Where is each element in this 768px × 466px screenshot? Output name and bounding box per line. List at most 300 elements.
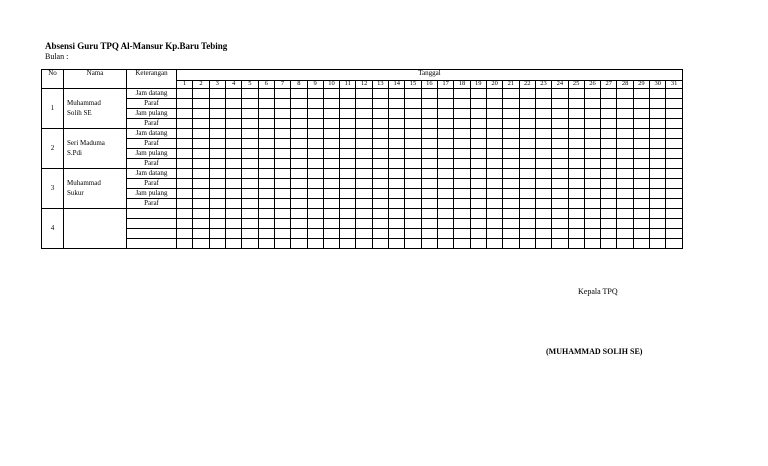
attendance-cell[interactable] xyxy=(552,89,568,99)
attendance-cell[interactable] xyxy=(535,169,551,179)
attendance-cell[interactable] xyxy=(503,179,519,189)
attendance-cell[interactable] xyxy=(372,159,388,169)
attendance-cell[interactable] xyxy=(209,169,225,179)
attendance-cell[interactable] xyxy=(568,99,584,109)
attendance-cell[interactable] xyxy=(405,219,421,229)
attendance-cell[interactable] xyxy=(405,229,421,239)
attendance-cell[interactable] xyxy=(584,99,600,109)
attendance-cell[interactable] xyxy=(601,129,617,139)
attendance-cell[interactable] xyxy=(291,139,307,149)
attendance-cell[interactable] xyxy=(242,199,258,209)
attendance-cell[interactable] xyxy=(421,199,437,209)
attendance-cell[interactable] xyxy=(454,179,470,189)
attendance-cell[interactable] xyxy=(601,219,617,229)
attendance-cell[interactable] xyxy=(617,189,633,199)
attendance-cell[interactable] xyxy=(486,149,502,159)
attendance-cell[interactable] xyxy=(568,169,584,179)
attendance-cell[interactable] xyxy=(177,169,193,179)
attendance-cell[interactable] xyxy=(258,209,274,219)
attendance-cell[interactable] xyxy=(193,139,209,149)
attendance-cell[interactable] xyxy=(177,99,193,109)
attendance-cell[interactable] xyxy=(438,159,454,169)
attendance-cell[interactable] xyxy=(274,239,290,249)
attendance-cell[interactable] xyxy=(389,239,405,249)
attendance-cell[interactable] xyxy=(258,109,274,119)
attendance-cell[interactable] xyxy=(389,229,405,239)
attendance-cell[interactable] xyxy=(552,209,568,219)
attendance-cell[interactable] xyxy=(568,199,584,209)
attendance-cell[interactable] xyxy=(438,219,454,229)
attendance-cell[interactable] xyxy=(242,169,258,179)
attendance-cell[interactable] xyxy=(225,219,241,229)
attendance-cell[interactable] xyxy=(503,199,519,209)
attendance-cell[interactable] xyxy=(552,239,568,249)
attendance-cell[interactable] xyxy=(193,169,209,179)
attendance-cell[interactable] xyxy=(177,179,193,189)
attendance-cell[interactable] xyxy=(650,109,666,119)
attendance-cell[interactable] xyxy=(568,89,584,99)
attendance-cell[interactable] xyxy=(209,219,225,229)
attendance-cell[interactable] xyxy=(552,229,568,239)
attendance-cell[interactable] xyxy=(617,199,633,209)
attendance-cell[interactable] xyxy=(177,159,193,169)
attendance-cell[interactable] xyxy=(454,229,470,239)
attendance-cell[interactable] xyxy=(356,109,372,119)
attendance-cell[interactable] xyxy=(486,119,502,129)
attendance-cell[interactable] xyxy=(438,129,454,139)
attendance-cell[interactable] xyxy=(519,109,535,119)
attendance-cell[interactable] xyxy=(470,209,486,219)
attendance-cell[interactable] xyxy=(372,129,388,139)
attendance-cell[interactable] xyxy=(470,219,486,229)
attendance-cell[interactable] xyxy=(519,99,535,109)
attendance-cell[interactable] xyxy=(291,149,307,159)
attendance-cell[interactable] xyxy=(568,229,584,239)
attendance-cell[interactable] xyxy=(225,119,241,129)
attendance-cell[interactable] xyxy=(568,119,584,129)
attendance-cell[interactable] xyxy=(193,159,209,169)
attendance-cell[interactable] xyxy=(291,159,307,169)
attendance-cell[interactable] xyxy=(601,199,617,209)
attendance-cell[interactable] xyxy=(666,189,683,199)
attendance-cell[interactable] xyxy=(405,209,421,219)
attendance-cell[interactable] xyxy=(584,169,600,179)
attendance-cell[interactable] xyxy=(389,199,405,209)
attendance-cell[interactable] xyxy=(372,149,388,159)
attendance-cell[interactable] xyxy=(568,159,584,169)
attendance-cell[interactable] xyxy=(225,109,241,119)
attendance-cell[interactable] xyxy=(454,149,470,159)
attendance-cell[interactable] xyxy=(666,109,683,119)
attendance-cell[interactable] xyxy=(177,189,193,199)
attendance-cell[interactable] xyxy=(209,199,225,209)
attendance-cell[interactable] xyxy=(274,209,290,219)
attendance-cell[interactable] xyxy=(177,219,193,229)
attendance-cell[interactable] xyxy=(438,239,454,249)
attendance-cell[interactable] xyxy=(209,189,225,199)
attendance-cell[interactable] xyxy=(421,159,437,169)
attendance-cell[interactable] xyxy=(568,219,584,229)
attendance-cell[interactable] xyxy=(486,159,502,169)
attendance-cell[interactable] xyxy=(584,229,600,239)
attendance-cell[interactable] xyxy=(584,209,600,219)
attendance-cell[interactable] xyxy=(584,139,600,149)
attendance-cell[interactable] xyxy=(209,229,225,239)
attendance-cell[interactable] xyxy=(274,179,290,189)
attendance-cell[interactable] xyxy=(193,209,209,219)
attendance-cell[interactable] xyxy=(617,119,633,129)
attendance-cell[interactable] xyxy=(650,159,666,169)
attendance-cell[interactable] xyxy=(584,219,600,229)
attendance-cell[interactable] xyxy=(307,209,323,219)
attendance-cell[interactable] xyxy=(438,229,454,239)
attendance-cell[interactable] xyxy=(291,89,307,99)
attendance-cell[interactable] xyxy=(633,119,649,129)
attendance-cell[interactable] xyxy=(307,139,323,149)
attendance-cell[interactable] xyxy=(177,199,193,209)
attendance-cell[interactable] xyxy=(633,99,649,109)
attendance-cell[interactable] xyxy=(323,169,339,179)
attendance-cell[interactable] xyxy=(568,189,584,199)
attendance-cell[interactable] xyxy=(274,119,290,129)
attendance-cell[interactable] xyxy=(209,239,225,249)
attendance-cell[interactable] xyxy=(209,139,225,149)
attendance-cell[interactable] xyxy=(470,139,486,149)
attendance-cell[interactable] xyxy=(242,179,258,189)
attendance-cell[interactable] xyxy=(470,129,486,139)
attendance-cell[interactable] xyxy=(584,239,600,249)
attendance-cell[interactable] xyxy=(193,149,209,159)
attendance-cell[interactable] xyxy=(323,149,339,159)
attendance-cell[interactable] xyxy=(519,169,535,179)
attendance-cell[interactable] xyxy=(193,219,209,229)
attendance-cell[interactable] xyxy=(503,149,519,159)
attendance-cell[interactable] xyxy=(242,129,258,139)
attendance-cell[interactable] xyxy=(568,149,584,159)
attendance-cell[interactable] xyxy=(323,129,339,139)
attendance-cell[interactable] xyxy=(486,199,502,209)
attendance-cell[interactable] xyxy=(584,199,600,209)
attendance-cell[interactable] xyxy=(552,169,568,179)
attendance-cell[interactable] xyxy=(535,219,551,229)
attendance-cell[interactable] xyxy=(617,229,633,239)
attendance-cell[interactable] xyxy=(274,189,290,199)
attendance-cell[interactable] xyxy=(405,149,421,159)
attendance-cell[interactable] xyxy=(438,89,454,99)
attendance-cell[interactable] xyxy=(617,109,633,119)
attendance-cell[interactable] xyxy=(307,99,323,109)
attendance-cell[interactable] xyxy=(470,169,486,179)
attendance-cell[interactable] xyxy=(617,139,633,149)
attendance-cell[interactable] xyxy=(519,229,535,239)
attendance-cell[interactable] xyxy=(372,239,388,249)
attendance-cell[interactable] xyxy=(242,189,258,199)
attendance-cell[interactable] xyxy=(291,179,307,189)
attendance-cell[interactable] xyxy=(405,139,421,149)
attendance-cell[interactable] xyxy=(519,239,535,249)
attendance-cell[interactable] xyxy=(535,179,551,189)
attendance-cell[interactable] xyxy=(454,119,470,129)
attendance-cell[interactable] xyxy=(519,179,535,189)
attendance-cell[interactable] xyxy=(486,109,502,119)
attendance-cell[interactable] xyxy=(503,109,519,119)
attendance-cell[interactable] xyxy=(372,99,388,109)
attendance-cell[interactable] xyxy=(405,239,421,249)
attendance-cell[interactable] xyxy=(519,129,535,139)
attendance-cell[interactable] xyxy=(389,219,405,229)
attendance-cell[interactable] xyxy=(372,199,388,209)
attendance-cell[interactable] xyxy=(389,109,405,119)
attendance-cell[interactable] xyxy=(177,139,193,149)
attendance-cell[interactable] xyxy=(438,99,454,109)
attendance-cell[interactable] xyxy=(454,199,470,209)
attendance-cell[interactable] xyxy=(519,219,535,229)
attendance-cell[interactable] xyxy=(601,149,617,159)
attendance-cell[interactable] xyxy=(568,139,584,149)
attendance-cell[interactable] xyxy=(454,129,470,139)
attendance-cell[interactable] xyxy=(666,219,683,229)
attendance-cell[interactable] xyxy=(258,149,274,159)
attendance-cell[interactable] xyxy=(470,119,486,129)
attendance-cell[interactable] xyxy=(291,99,307,109)
attendance-cell[interactable] xyxy=(633,89,649,99)
attendance-cell[interactable] xyxy=(650,179,666,189)
attendance-cell[interactable] xyxy=(405,99,421,109)
attendance-cell[interactable] xyxy=(438,189,454,199)
attendance-cell[interactable] xyxy=(617,159,633,169)
attendance-cell[interactable] xyxy=(470,109,486,119)
attendance-cell[interactable] xyxy=(225,199,241,209)
attendance-cell[interactable] xyxy=(503,119,519,129)
attendance-cell[interactable] xyxy=(617,149,633,159)
attendance-cell[interactable] xyxy=(372,209,388,219)
attendance-cell[interactable] xyxy=(209,209,225,219)
attendance-cell[interactable] xyxy=(454,109,470,119)
attendance-cell[interactable] xyxy=(177,129,193,139)
attendance-cell[interactable] xyxy=(421,209,437,219)
attendance-cell[interactable] xyxy=(584,159,600,169)
attendance-cell[interactable] xyxy=(291,239,307,249)
attendance-cell[interactable] xyxy=(307,159,323,169)
attendance-cell[interactable] xyxy=(552,139,568,149)
attendance-cell[interactable] xyxy=(519,139,535,149)
attendance-cell[interactable] xyxy=(601,179,617,189)
attendance-cell[interactable] xyxy=(177,119,193,129)
attendance-cell[interactable] xyxy=(193,199,209,209)
attendance-cell[interactable] xyxy=(535,89,551,99)
attendance-cell[interactable] xyxy=(650,199,666,209)
attendance-cell[interactable] xyxy=(307,239,323,249)
attendance-cell[interactable] xyxy=(372,179,388,189)
attendance-cell[interactable] xyxy=(503,219,519,229)
attendance-cell[interactable] xyxy=(177,109,193,119)
attendance-cell[interactable] xyxy=(454,219,470,229)
attendance-cell[interactable] xyxy=(568,209,584,219)
attendance-cell[interactable] xyxy=(421,149,437,159)
attendance-cell[interactable] xyxy=(552,129,568,139)
attendance-cell[interactable] xyxy=(666,139,683,149)
attendance-cell[interactable] xyxy=(503,229,519,239)
attendance-cell[interactable] xyxy=(177,239,193,249)
attendance-cell[interactable] xyxy=(519,149,535,159)
attendance-cell[interactable] xyxy=(291,189,307,199)
attendance-cell[interactable] xyxy=(552,199,568,209)
attendance-cell[interactable] xyxy=(486,219,502,229)
attendance-cell[interactable] xyxy=(209,149,225,159)
attendance-cell[interactable] xyxy=(438,109,454,119)
attendance-cell[interactable] xyxy=(177,209,193,219)
attendance-cell[interactable] xyxy=(209,179,225,189)
attendance-cell[interactable] xyxy=(291,109,307,119)
attendance-cell[interactable] xyxy=(274,199,290,209)
attendance-cell[interactable] xyxy=(209,109,225,119)
attendance-cell[interactable] xyxy=(356,239,372,249)
attendance-cell[interactable] xyxy=(405,169,421,179)
attendance-cell[interactable] xyxy=(421,99,437,109)
attendance-cell[interactable] xyxy=(552,99,568,109)
attendance-cell[interactable] xyxy=(438,119,454,129)
attendance-cell[interactable] xyxy=(666,159,683,169)
attendance-cell[interactable] xyxy=(421,89,437,99)
attendance-cell[interactable] xyxy=(307,199,323,209)
attendance-cell[interactable] xyxy=(584,129,600,139)
attendance-cell[interactable] xyxy=(438,209,454,219)
attendance-cell[interactable] xyxy=(552,119,568,129)
attendance-cell[interactable] xyxy=(291,169,307,179)
attendance-cell[interactable] xyxy=(340,189,356,199)
attendance-cell[interactable] xyxy=(470,179,486,189)
attendance-cell[interactable] xyxy=(193,179,209,189)
attendance-cell[interactable] xyxy=(486,179,502,189)
attendance-cell[interactable] xyxy=(454,239,470,249)
attendance-cell[interactable] xyxy=(225,89,241,99)
attendance-cell[interactable] xyxy=(340,219,356,229)
attendance-cell[interactable] xyxy=(617,89,633,99)
attendance-cell[interactable] xyxy=(552,219,568,229)
attendance-cell[interactable] xyxy=(356,139,372,149)
attendance-cell[interactable] xyxy=(389,99,405,109)
attendance-cell[interactable] xyxy=(307,169,323,179)
attendance-cell[interactable] xyxy=(421,189,437,199)
attendance-cell[interactable] xyxy=(258,99,274,109)
attendance-cell[interactable] xyxy=(601,239,617,249)
attendance-cell[interactable] xyxy=(323,99,339,109)
attendance-cell[interactable] xyxy=(274,129,290,139)
attendance-cell[interactable] xyxy=(291,119,307,129)
attendance-cell[interactable] xyxy=(274,229,290,239)
attendance-cell[interactable] xyxy=(258,169,274,179)
attendance-cell[interactable] xyxy=(519,199,535,209)
attendance-cell[interactable] xyxy=(519,189,535,199)
attendance-cell[interactable] xyxy=(503,129,519,139)
attendance-cell[interactable] xyxy=(356,159,372,169)
attendance-cell[interactable] xyxy=(356,189,372,199)
attendance-cell[interactable] xyxy=(503,99,519,109)
attendance-cell[interactable] xyxy=(242,229,258,239)
attendance-cell[interactable] xyxy=(307,149,323,159)
attendance-cell[interactable] xyxy=(274,139,290,149)
attendance-cell[interactable] xyxy=(209,99,225,109)
attendance-cell[interactable] xyxy=(225,149,241,159)
attendance-cell[interactable] xyxy=(307,119,323,129)
attendance-cell[interactable] xyxy=(503,209,519,219)
attendance-cell[interactable] xyxy=(633,209,649,219)
attendance-cell[interactable] xyxy=(535,209,551,219)
attendance-cell[interactable] xyxy=(340,179,356,189)
attendance-cell[interactable] xyxy=(650,209,666,219)
attendance-cell[interactable] xyxy=(666,179,683,189)
attendance-cell[interactable] xyxy=(421,239,437,249)
attendance-cell[interactable] xyxy=(340,209,356,219)
attendance-cell[interactable] xyxy=(372,169,388,179)
attendance-cell[interactable] xyxy=(225,169,241,179)
attendance-cell[interactable] xyxy=(291,209,307,219)
attendance-cell[interactable] xyxy=(421,169,437,179)
attendance-cell[interactable] xyxy=(633,129,649,139)
attendance-cell[interactable] xyxy=(193,109,209,119)
attendance-cell[interactable] xyxy=(470,239,486,249)
attendance-cell[interactable] xyxy=(633,159,649,169)
attendance-cell[interactable] xyxy=(552,159,568,169)
attendance-cell[interactable] xyxy=(193,129,209,139)
attendance-cell[interactable] xyxy=(503,239,519,249)
attendance-cell[interactable] xyxy=(340,239,356,249)
attendance-cell[interactable] xyxy=(617,99,633,109)
attendance-cell[interactable] xyxy=(633,229,649,239)
attendance-cell[interactable] xyxy=(650,129,666,139)
attendance-cell[interactable] xyxy=(340,109,356,119)
attendance-cell[interactable] xyxy=(633,109,649,119)
attendance-cell[interactable] xyxy=(193,239,209,249)
attendance-cell[interactable] xyxy=(633,239,649,249)
attendance-cell[interactable] xyxy=(193,119,209,129)
attendance-cell[interactable] xyxy=(584,119,600,129)
attendance-cell[interactable] xyxy=(486,169,502,179)
attendance-cell[interactable] xyxy=(552,149,568,159)
attendance-cell[interactable] xyxy=(340,159,356,169)
attendance-cell[interactable] xyxy=(258,219,274,229)
attendance-cell[interactable] xyxy=(209,129,225,139)
attendance-cell[interactable] xyxy=(438,149,454,159)
attendance-cell[interactable] xyxy=(666,239,683,249)
attendance-cell[interactable] xyxy=(242,119,258,129)
attendance-cell[interactable] xyxy=(177,229,193,239)
attendance-cell[interactable] xyxy=(225,139,241,149)
attendance-cell[interactable] xyxy=(421,119,437,129)
attendance-cell[interactable] xyxy=(519,159,535,169)
attendance-cell[interactable] xyxy=(486,229,502,239)
attendance-cell[interactable] xyxy=(503,139,519,149)
attendance-cell[interactable] xyxy=(454,169,470,179)
attendance-cell[interactable] xyxy=(225,189,241,199)
attendance-cell[interactable] xyxy=(193,99,209,109)
attendance-cell[interactable] xyxy=(650,99,666,109)
attendance-cell[interactable] xyxy=(307,179,323,189)
attendance-cell[interactable] xyxy=(389,119,405,129)
attendance-cell[interactable] xyxy=(356,179,372,189)
attendance-cell[interactable] xyxy=(650,169,666,179)
attendance-cell[interactable] xyxy=(356,169,372,179)
attendance-cell[interactable] xyxy=(340,149,356,159)
attendance-cell[interactable] xyxy=(601,99,617,109)
attendance-cell[interactable] xyxy=(193,229,209,239)
attendance-cell[interactable] xyxy=(225,129,241,139)
attendance-cell[interactable] xyxy=(356,89,372,99)
attendance-cell[interactable] xyxy=(340,169,356,179)
attendance-cell[interactable] xyxy=(389,189,405,199)
attendance-cell[interactable] xyxy=(323,239,339,249)
attendance-cell[interactable] xyxy=(617,209,633,219)
